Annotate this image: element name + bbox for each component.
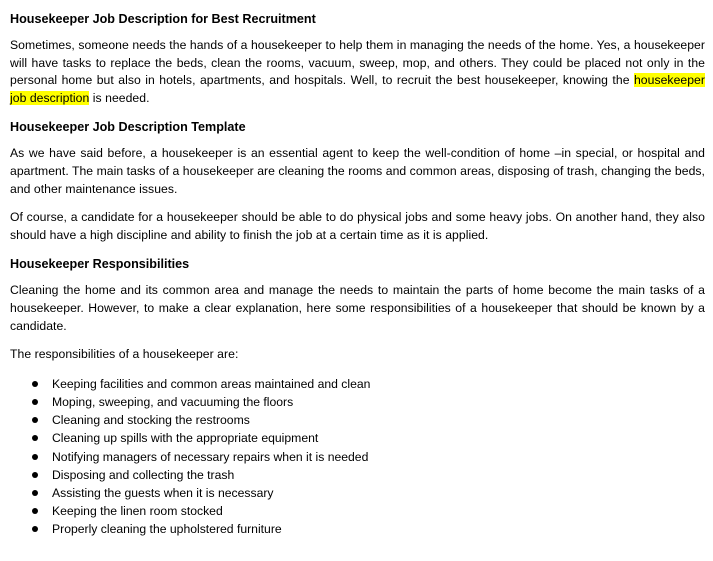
intro-paragraph (10, 37, 705, 107)
bullet-icon (32, 508, 38, 514)
section-heading-template: Housekeeper Job Description Template (10, 120, 246, 135)
template-paragraph-1: As we have said before, a housekeeper is an essential agent to keep the well-condition of home –in special, or hospital and apartment. The main tasks of a housekeeper are cleaning the rooms and common areas, disposing of trash, changing the beds, and other maintenance issues. (10, 146, 705, 196)
bullet-icon (32, 381, 38, 387)
list-item-text: Moping, sweeping, and vacuuming the floors (52, 394, 294, 409)
list-item (32, 448, 705, 466)
list-item (32, 429, 705, 447)
intro-text-before: Sometimes, someone needs the hands of a housekeeper to help them in managing the needs of the home. Yes, a housekeeper will have tasks to replace the beds, clean the rooms, vacuum, sweep, mop, and others. They could be placed not only in the personal home but also in hotels, apartments, and hospitals. Well, to recruit the best housekeeper, knowing the (10, 38, 705, 88)
list-item-text: Cleaning and stocking the restrooms (52, 413, 250, 428)
list-item (32, 502, 705, 520)
highlighted-link-text[interactable]: housekeeper job description (10, 73, 705, 105)
list-item (32, 466, 705, 484)
template-paragraph-2: Of course, a candidate for a housekeeper should be able to do physical jobs and some heavy jobs. On another hand, they also should have a high discipline and ability to finish the job at a certain time as it is applied. (10, 210, 705, 242)
bullet-icon (32, 417, 38, 423)
responsibilities-paragraph: Cleaning the home and its common area and manage the needs to maintain the parts of home become the main tasks of a housekeeper. However, to make a clear explanation, here some responsibilities of a housekeeper that should be known by a candidate. (10, 283, 705, 333)
list-item (32, 393, 705, 411)
list-item (32, 484, 705, 502)
list-item (32, 375, 705, 393)
bullet-icon (32, 490, 38, 496)
list-item-text: Assisting the guests when it is necessary (52, 485, 274, 500)
list-item-text: Notifying managers of necessary repairs when it is needed (52, 449, 369, 464)
list-item-text: Keeping the linen room stocked (52, 504, 223, 519)
intro-text-after: is needed. (89, 90, 150, 105)
bullet-icon (32, 472, 38, 478)
list-item (32, 411, 705, 429)
list-item-text: Cleaning up spills with the appropriate equipment (52, 431, 319, 446)
list-item-text: Disposing and collecting the trash (52, 467, 235, 482)
bullet-icon (32, 399, 38, 405)
section-heading-responsibilities: Housekeeper Responsibilities (10, 257, 190, 272)
list-item-text: Keeping facilities and common areas maintained and clean (52, 376, 371, 391)
document-title: Housekeeper Job Description for Best Recruitment (10, 12, 316, 26)
responsibilities-list (10, 375, 705, 539)
bullet-icon (32, 435, 38, 441)
bullet-icon (32, 454, 38, 460)
list-item-text: Properly cleaning the upholstered furniture (52, 522, 282, 537)
bullet-icon (32, 526, 38, 532)
list-item (32, 520, 705, 538)
responsibilities-list-intro: The responsibilities of a housekeeper are: (10, 347, 239, 362)
